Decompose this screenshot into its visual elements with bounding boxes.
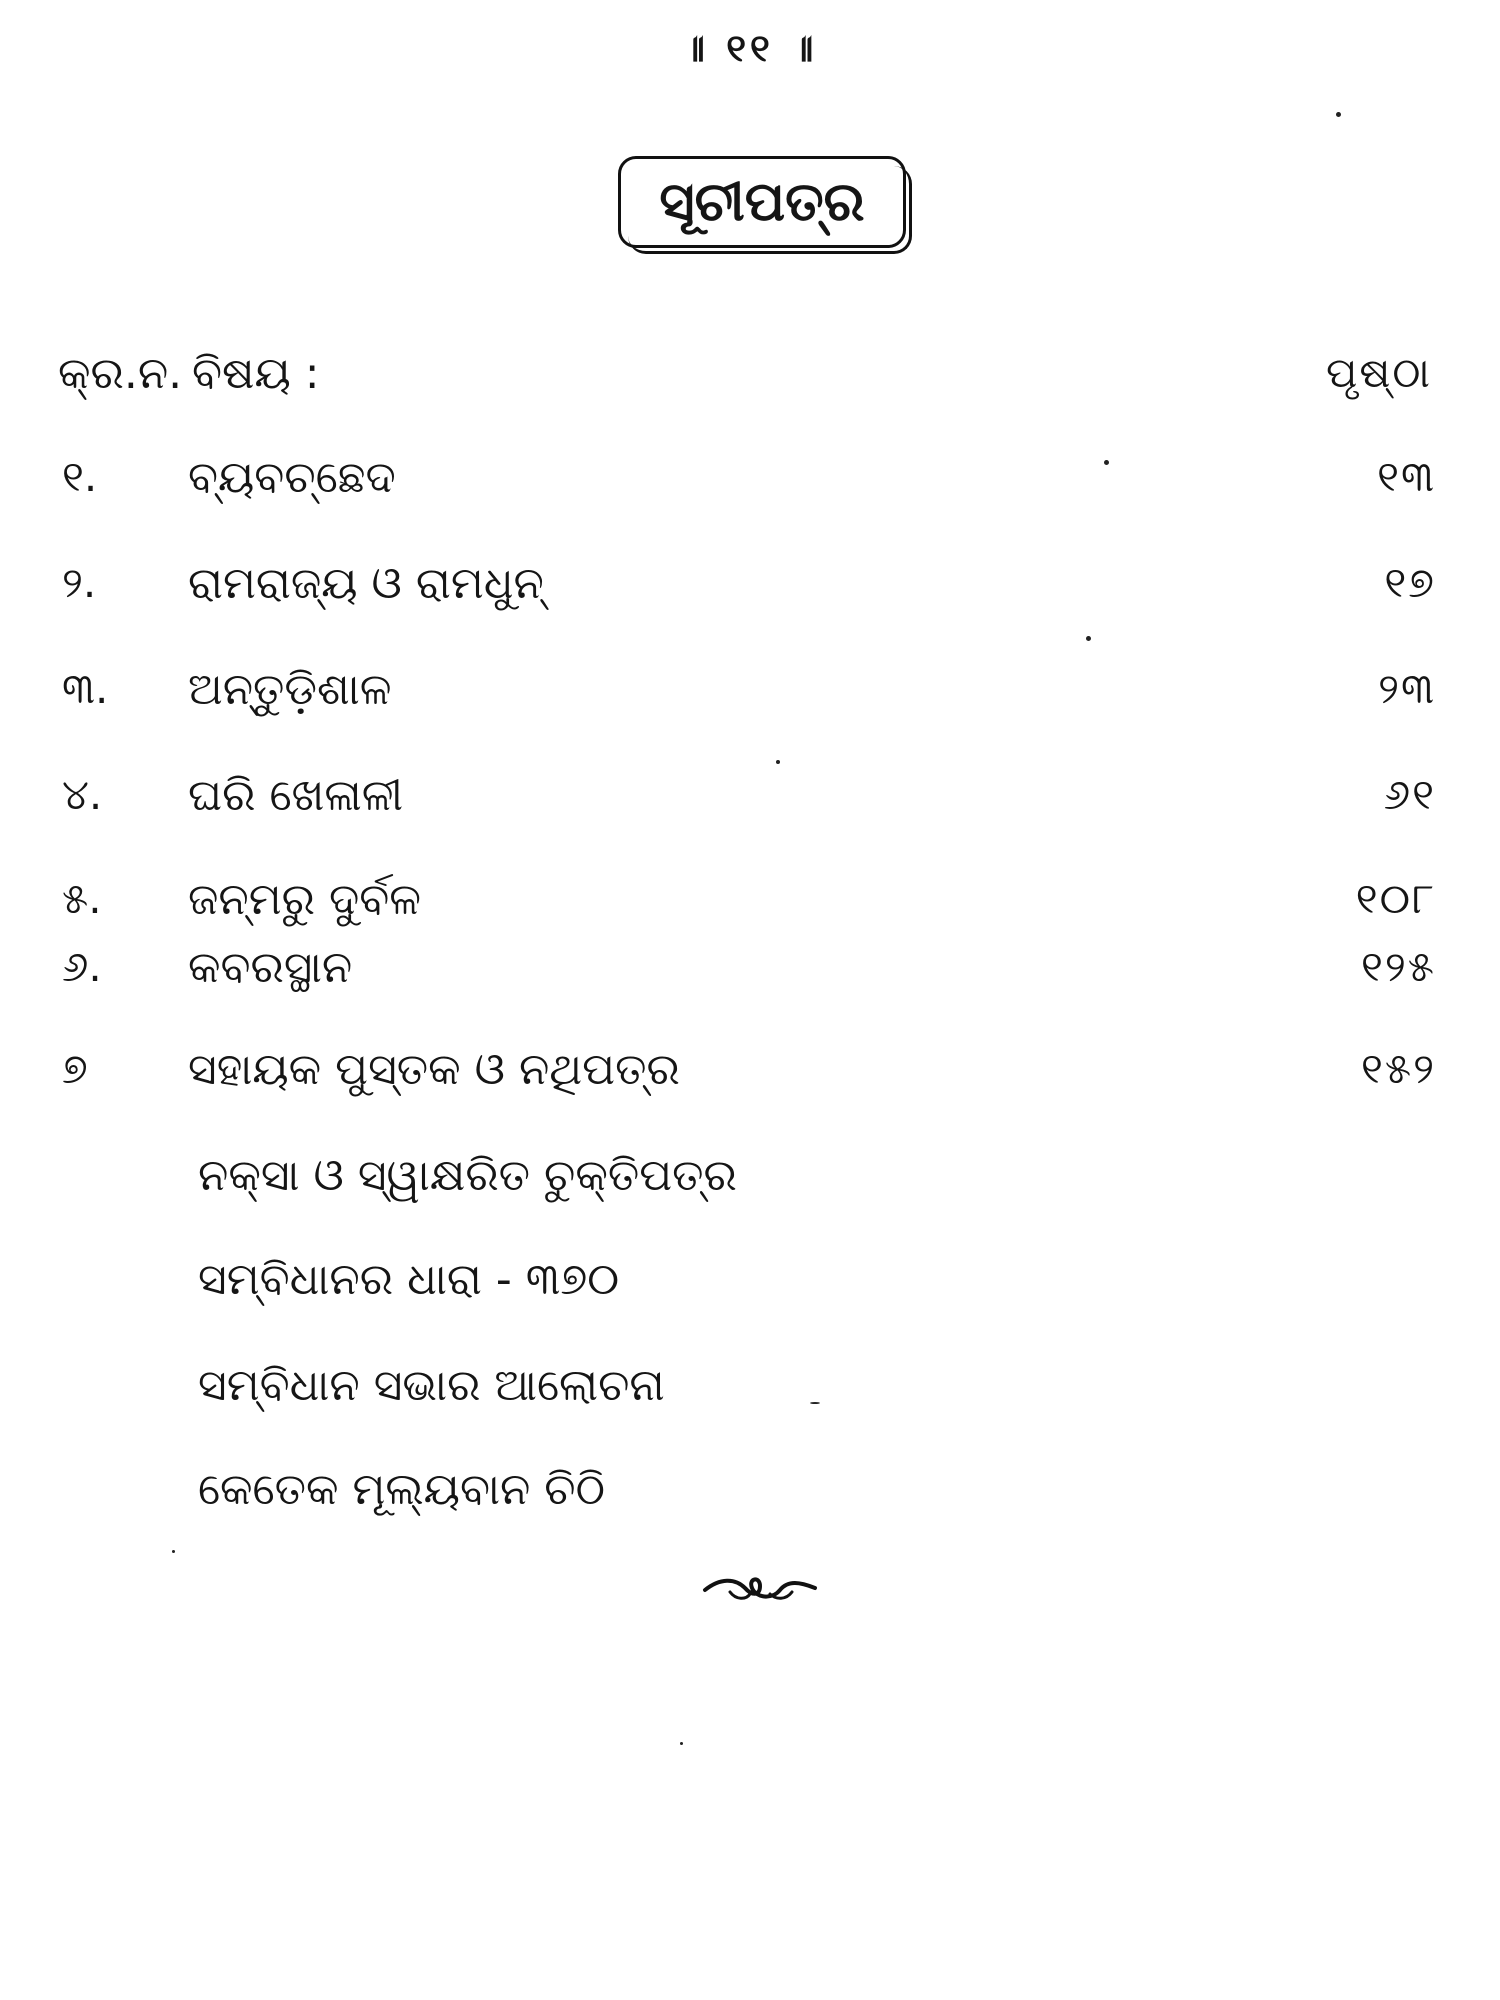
toc-subitem (0, 1360, 1500, 1430)
toc-subitem-text: କେତେକ ମୂଲ୍ୟବାନ ଚିଠି (198, 1464, 605, 1515)
toc-topic: ଘରି ଖେଳାଳୀ (188, 770, 404, 821)
toc-row (0, 874, 1500, 944)
toc-serial: ୭ (62, 1044, 88, 1093)
toc-subitem (0, 1254, 1500, 1324)
toc-subitem (0, 1464, 1500, 1534)
toc-subitem-text: ସମ୍ବିଧାନ ସଭାର ଆଲୋଚନା (198, 1360, 665, 1411)
toc-serial: ୧. (62, 452, 98, 501)
toc-topic: ଅନ୍ତୁଡ଼ିଶାଳ (188, 664, 392, 715)
floral-flourish-icon (700, 1568, 820, 1608)
toc-row (0, 770, 1500, 840)
page-number: ॥ ୧୧ ॥ (682, 26, 818, 70)
print-speck (1336, 112, 1341, 117)
print-speck (810, 1402, 820, 1404)
title-box (618, 156, 906, 248)
header-topic-label: ବିଷୟ : (192, 348, 320, 399)
toc-page: ୧୫୨ (1360, 1044, 1436, 1093)
toc-row (0, 1044, 1500, 1114)
toc-topic: କବରସ୍ଥାନ (188, 942, 353, 993)
print-speck (1104, 460, 1109, 465)
toc-row (0, 452, 1500, 522)
header-page-label: ପୃଷ୍ଠା (1325, 348, 1432, 397)
print-speck (680, 1742, 683, 1745)
toc-serial: ୪. (62, 770, 103, 819)
toc-row (0, 942, 1500, 1012)
toc-subitem (0, 1150, 1500, 1220)
page-title: ସୂଚୀପତ୍ର (659, 170, 865, 233)
header-serial-label: କ୍ର.ନ. (58, 348, 183, 399)
toc-row (0, 664, 1500, 734)
toc-topic: ରାମରାଜ୍ୟ ଓ ରାମଧୁନ୍ (188, 558, 544, 609)
toc-serial: ୬. (62, 942, 102, 991)
toc-serial: ୫. (62, 874, 102, 923)
toc-topic: ସହାୟକ ପୁସ୍ତକ ଓ ନଥିପତ୍ର (188, 1044, 680, 1095)
print-speck (1086, 636, 1091, 641)
toc-page: ୬୧ (1383, 770, 1436, 819)
toc-page: ୨୩ (1378, 664, 1436, 713)
toc-subitem-text: ସମ୍ବିଧାନର ଧାରା - ୩୭୦ (198, 1254, 620, 1305)
toc-topic: ଜନ୍ମରୁ ଦୁର୍ବଳ (188, 874, 422, 925)
toc-row (0, 558, 1500, 628)
toc-page: ୧୨୫ (1360, 942, 1436, 991)
toc-page: ୧୩ (1377, 452, 1436, 501)
toc-page: ୧୭ (1384, 558, 1436, 607)
toc-serial: ୨. (62, 558, 97, 607)
toc-header (0, 348, 1500, 418)
toc-subitem-text: ନକ୍‌ସା ଓ ସ୍ୱାକ୍ଷରିତ ଚୁକ୍ତିପତ୍ର (198, 1150, 737, 1201)
print-speck (776, 760, 780, 764)
print-speck (172, 1550, 175, 1553)
toc-serial: ୩. (62, 664, 109, 713)
toc-page: ୧୦୮ (1355, 874, 1436, 923)
toc-topic: ବ୍ୟବଚ୍ଛେଦ (188, 452, 396, 503)
